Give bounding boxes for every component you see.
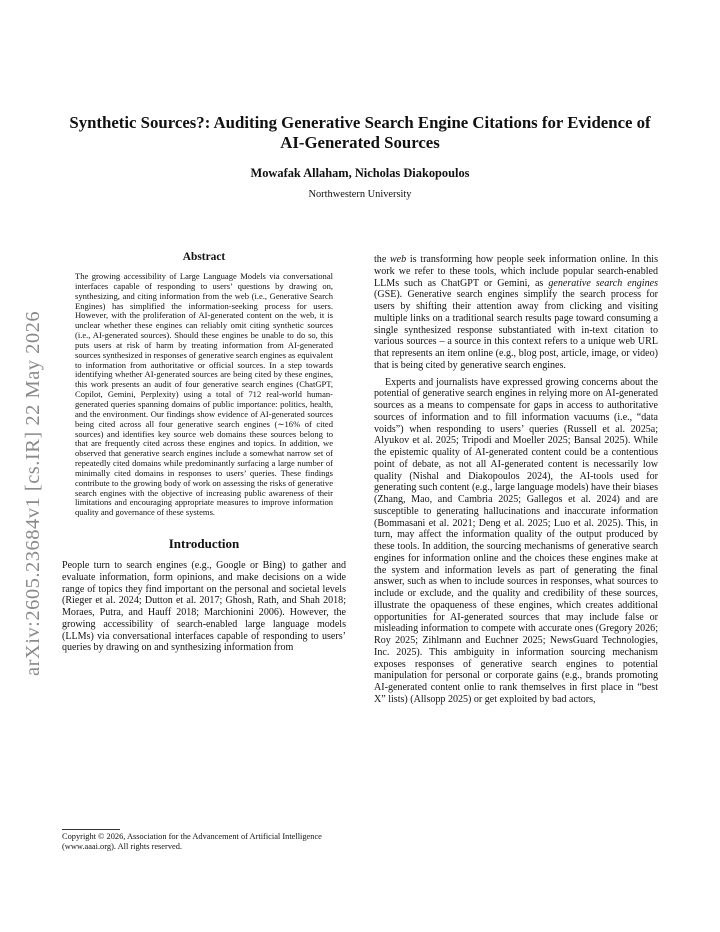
term-generative-search-engines: generative search engines — [548, 277, 658, 289]
arxiv-identifier: arXiv:2605.23684v1 [cs.IR] 22 May 2026 — [22, 310, 44, 676]
term-web: web — [389, 254, 407, 265]
introduction-heading: Introduction — [168, 536, 240, 552]
footnote-divider — [62, 829, 120, 830]
intro-paragraph-2: Experts and journalists have expressed growing concerns about the potential of generative search engines in relying more on AI-generated sources as a means to compensate for gaps in access to authoritative sources of information and to fill information vacuums (i.e., “data voids”) when responding to users’ queries (Russell et al. 2025a; Alyukov et al. 2025; Tripodi and Moeller 2025; Bansal 2025). While the epistemic quality of AI-generated content could be a contentious point of debate, as not all AI-generated content is necessarily low quality (Nishal and Diakopoulos 2024), the AI-tools used for generating such content (e.g., large language models) have their biases (Zhang, Mao, and Cambria 2025; Gallegos et al. 2024) and are susceptible to generating hallucinations and inaccurate information (Bommasani et al. 2021; Deng et al. 2025; Luo et al. 2025). This, in turn, may affect the information quality of the output produced by these tools. In addition, the sourcing mechanisms of generative search engines for information online and the choices these engines make at the system and information levels as part of generating the final answer, such as when to include sources in responses, what sources to include or exclude, and the quality and credibility of these sources, illustrate the opaqueness of these engines, which creates additional opportunities for AI-generated sources that may include false or misleading information to compete with accurate ones (Gregory 2026; Roy 2025; Zihlmann and Euchner 2025; NewsGuard Technologies, Inc. 2025). This ambiguity in information sourcing mechanism exposes responses of generative search engines to potential manipulation for personal or corporate gains (e.g., brands promoting AI-generated content onlie to rank themselves in first place in “best X” lists) (Allsopp 2025) or get exploited by bad actors, — [374, 376, 658, 705]
abstract-heading: Abstract — [182, 251, 226, 263]
intro-paragraph-1: People turn to search engines (e.g., Google or Bing) to gather and evaluate information, form opinions, and make decisions on a wide range of topics they find important on the personal and societal levels (Rieger et al. 2024; Dutton et al. 2017; Ghosh, Rath, and Shah 2018; Moraes, Putra, and Hauff 2018; Marchionini 2006). However, the growing accessibility of search-enabled large language models (LLMs) via conversational interfaces capable of responding to users’ queries by drawing on and synthesizing information from — [62, 560, 346, 654]
affiliation: Northwestern University — [308, 189, 412, 200]
right-column — [374, 254, 658, 706]
intro-paragraph-1-continued: the web is transforming how people seek information online. In this work we refer to these tools, which include popular search-enabled LLMs such as ChatGPT or Gemini, as generative search engines (GSE). Generative search engines simplify the search process for users by shifting their attention away from clicking and visiting multiple links on a traditional search results page toward consuming a single synthesized response substantiated with in-text citation to various sources – a source in this context refers to a unique web URL that represents an item online (e.g., blog post, article, image, or video) that is being cited by generative search engines. — [374, 254, 658, 371]
paper-title: Synthetic Sources?: Auditing Generative Search Engine Citations for Evidence of AI-Generated Sources — [69, 113, 651, 152]
left-column — [62, 251, 346, 654]
copyright-footnote: Copyright © 2026, Association for the Advancement of Artificial Intelligence (www.aaai.org). All rights reserved. — [62, 832, 322, 851]
abstract-text: The growing accessibility of Large Language Models via conversational interfaces capable of responding to users’ questions by drawing on, synthesizing, and citing information from the web (i.e., Generative Search Engines) has simplified the information-seeking process for users. However, with the proliferation of AI-generated content on the web, it is unclear whether these engines can reliably omit citing synthetic sources (i.e., AI-generated sources). Should these engines be unable to do so, this puts users at risk of harm by treating information from AI-generated sources synthesized in responses of generative search engines as equivalent to information from authoritative or official sources. In a step towards identifying whether AI-generated sources are being cited by these engines, this work presents an audit of four generative search engines (ChatGPT, Copilot, Gemini, Perplexity) using a total of 712 real-world human-generated queries spanning domains of public importance: politics, health, and the environment. Our findings show evidence of AI-generated sources being cited across all four generative search engines (∼16% of cited sources) and identifies key source web domains these sources belong to that are frequently cited across these engines and topics. In addition, we observed that generative search engines include a somewhat narrow set of repeatedly cited domains while predominantly surfacing a large number of minimally cited domains in responses to users’ queries. These findings contribute to the growing body of work on assessing the risks of generative search engines with the objective of increasing public awareness of their limitations and encouraging appropriate measures to improve information quality and governance of these systems. — [75, 271, 333, 518]
authors: Mowafak Allaham, Nicholas Diakopoulos — [250, 166, 470, 180]
